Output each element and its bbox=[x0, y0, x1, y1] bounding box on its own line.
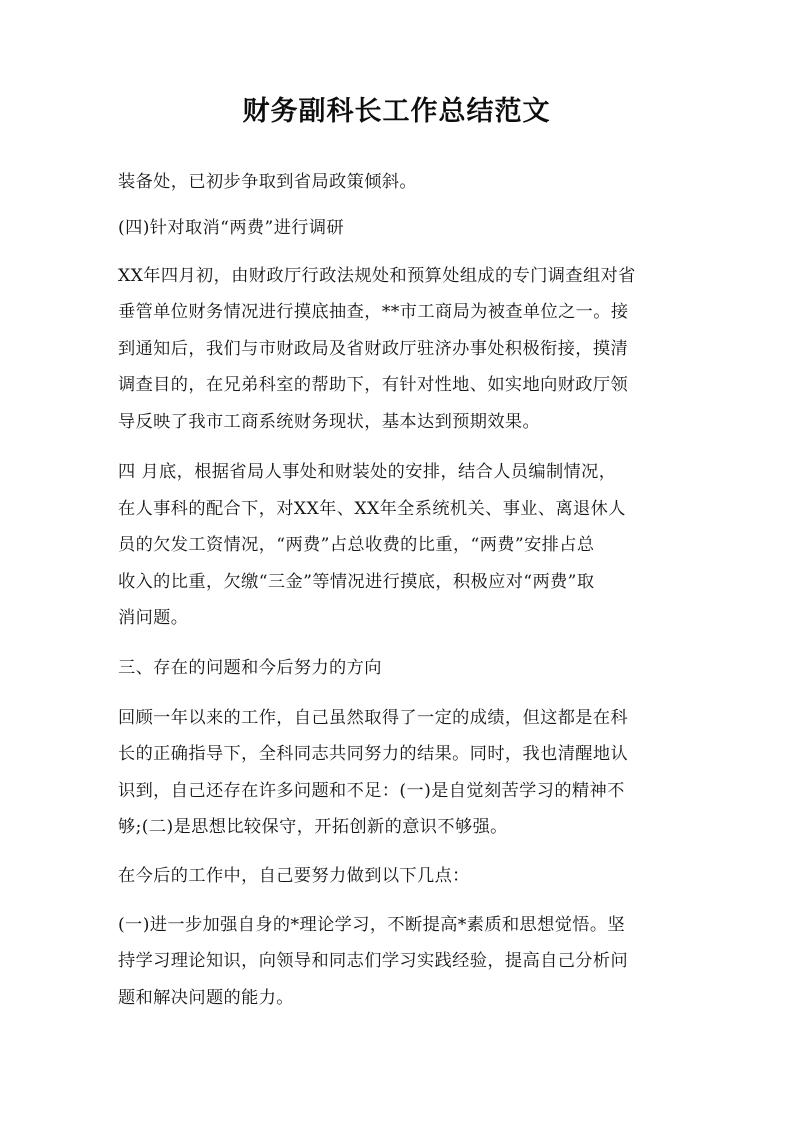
text-line: XX年四月初，由财政厅行政法规处和预算处组成的专门调查组对省 bbox=[118, 266, 636, 286]
text-line: 消问题。 bbox=[118, 608, 189, 628]
text-line: 四 月底，根据省局人事处和财装处的安排，结合人员编制情况， bbox=[118, 462, 617, 482]
text-line: 收入的比重，欠缴“三金”等情况进行摸底，积极应对“两费”取 bbox=[118, 572, 595, 592]
document-title: 财务副科长工作总结范文 bbox=[242, 96, 551, 127]
text-line: 题和解决问题的能力。 bbox=[118, 988, 294, 1008]
text-line: 员的欠发工资情况，“两费”占总收费的比重，“两费”安排占总 bbox=[118, 535, 595, 555]
text-line: 垂管单位财务情况进行摸底抽查，**市工商局为被查单位之一。接 bbox=[118, 302, 629, 322]
text-line: 调查目的，在兄弟科室的帮助下，有针对性地、如实地向财政厅领 bbox=[118, 375, 629, 395]
text-line: 持学习理论知识，向领导和同志们学习实践经验，提高自己分析问 bbox=[118, 951, 629, 971]
text-line: 在人事科的配合下，对XX年、XX年全系统机关、事业、离退休人 bbox=[118, 499, 626, 519]
text-line: 三、存在的问题和今后努力的方向 bbox=[118, 658, 382, 678]
text-line: (四)针对取消“两费”进行调研 bbox=[118, 218, 345, 238]
text-line: 长的正确指导下，全科同志共同努力的结果。同时，我也清醒地认 bbox=[118, 744, 629, 764]
text-line: 够;(二)是思想比较保守，开拓创新的意识不够强。 bbox=[118, 817, 508, 837]
text-line: 在今后的工作中，自己要努力做到以下几点： bbox=[118, 866, 470, 886]
text-line: 导反映了我市工商系统财务现状，基本达到预期效果。 bbox=[118, 412, 541, 432]
text-line: (一)进一步加强自身的*理论学习，不断提高*素质和思想觉悟。坚 bbox=[118, 915, 626, 935]
text-line: 识到，自己还存在许多问题和不足：(一)是自觉刻苦学习的精神不 bbox=[118, 781, 625, 801]
text-line: 到通知后，我们与市财政局及省财政厅驻济办事处积极衔接，摸清 bbox=[118, 339, 629, 359]
text-line: 装备处，已初步争取到省局政策倾斜。 bbox=[118, 172, 417, 192]
text-line: 回顾一年以来的工作，自己虽然取得了一定的成绩，但这都是在科 bbox=[118, 708, 629, 728]
